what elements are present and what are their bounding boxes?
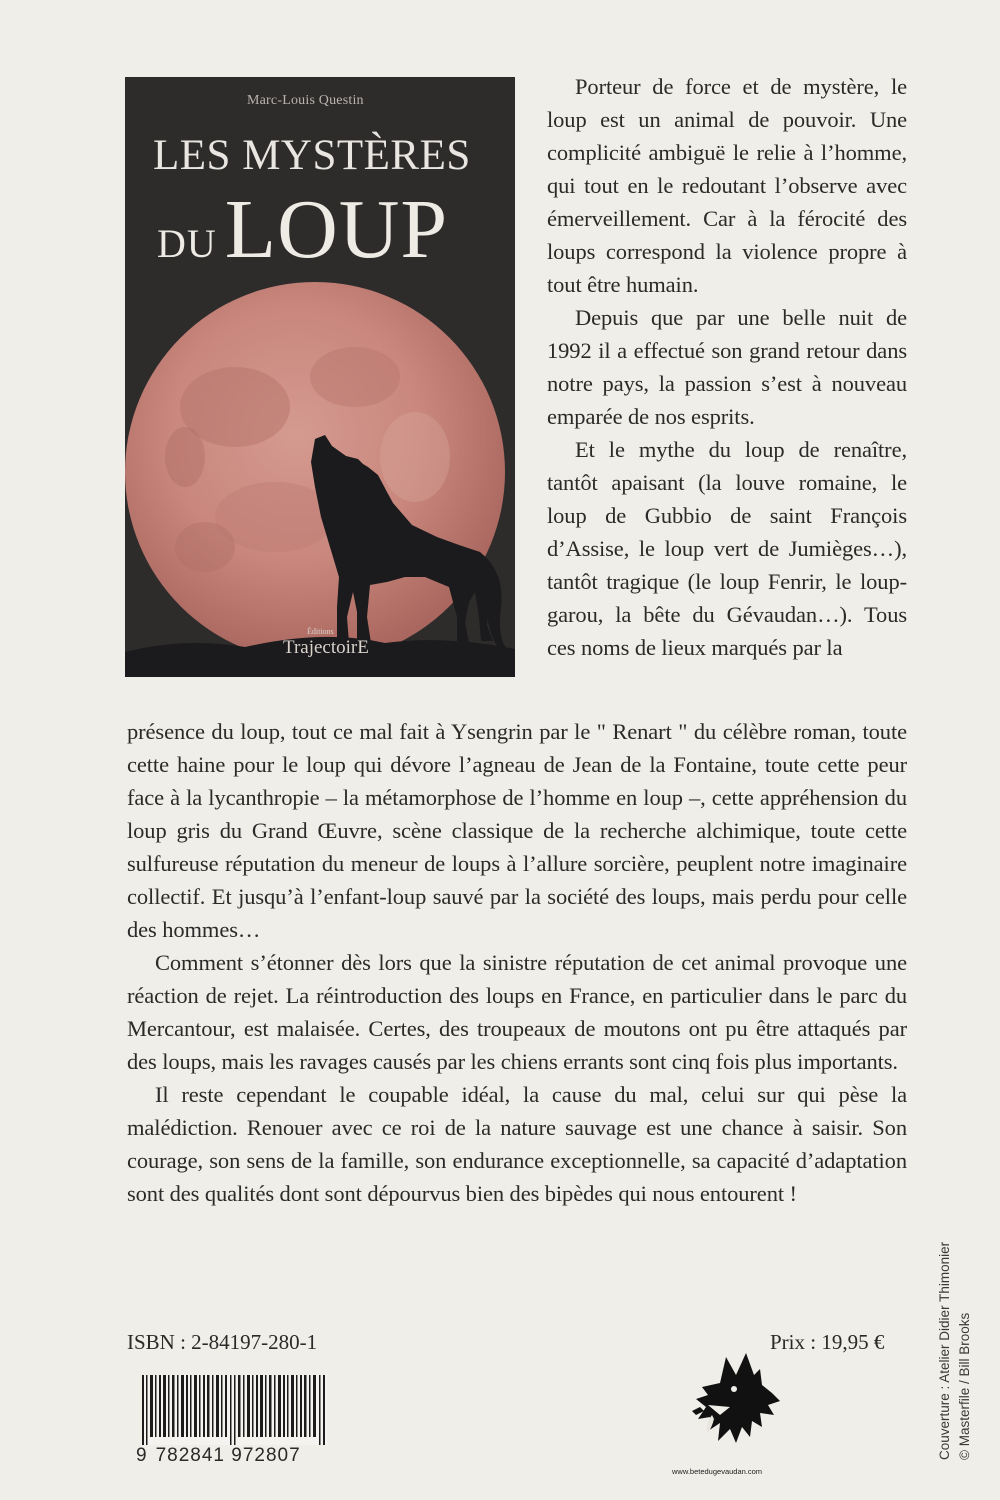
barcode-number [136,1445,301,1467]
logo-url: www.betedugevaudan.com [672,1467,763,1476]
price: Prix : 19,95 € [770,1330,885,1354]
wolf-head-icon [690,1345,800,1455]
credit-line-1: Couverture : Atelier Didier Thimonier [937,1241,952,1460]
barcode-lead-digit: 9 [136,1445,148,1466]
cover-image [125,77,515,677]
blurb-paragraph: Comment s’étonner dès lors que la sinistre réputation de cet animal provoque une réaction de rejet. La réintroduction des loups en France, en particulier dans le parc du Mercantour, est malaisée. Certes, des troupeaux de moutons ont pu être attaqués par des loups, mais les ravages causés par les chiens errants sont cinq fois plus importants. [127,950,907,1074]
cover-publisher-label: Éditions [307,627,334,636]
blurb-paragraph: présence du loup, tout ce mal fait à Ysengrin par le " Renart " du célèbre roman, toute cette haine pour le loup qui dévore l’agneau de Jean de la Fontaine, toute cette peur face à la lycanthropie – la métamorphose de l’homme en loup –, cette appréhension du loup gris du Grand Œuvre, scène classique de la recherche alchimique, toute cette sulfureuse réputation du meneur de loups à l’allure sorcière, peuplent notre imaginaire collectif. Et jusqu’à l’enfant-loup sauvé par la société des loups, mais perdu pour celle des hommes… [127,719,907,942]
wolf-head-logo [690,1345,800,1455]
isbn: ISBN : 2-84197-280-1 [127,1330,318,1354]
blurb-paragraph: Il reste cependant le coupable idéal, la cause du mal, celui sur qui pèse la malédiction. Renouer avec ce roi de la nature sauvage est une chance à saisir. Son courage, son sens de la famille, son endurance exceptionnelle, sa capacité d’adaptation sont des qualités dont sont dépourvus bien des bipèdes qui nous entourent ! [127,1082,907,1206]
cover-title-line2 [157,181,448,278]
barcode-bars [142,1375,327,1445]
blurb-full-width [127,715,907,1210]
cover-title-du: DU [157,221,217,266]
blurb-right-column [547,70,907,664]
blurb-paragraph: Et le mythe du loup de renaître, tantôt apaisant (la louve romaine, le loup de Gubbio de saint François d’Assise, le loup vert de Jumièges…), tantôt tragique (le loup Fenrir, le loup-garou, la bête du Gévaudan…). Tous ces noms de lieux marqués par la [547,437,907,660]
cover-author: Marc-Louis Questin [247,93,364,108]
barcode-digits: 782841 972807 [155,1445,301,1466]
cover-publisher-name: TrajectoirE [283,637,369,658]
barcode [142,1375,327,1445]
cover-title-loup: LOUP [224,183,449,276]
cover-credits [935,1242,975,1460]
blurb-paragraph: Depuis que par une belle nuit de 1992 il a effectué son grand retour dans notre pays, la passion s’est à nouveau emparée de nos esprits. [547,305,907,429]
credit-line-2: © Masterfile / Bill Brooks [957,1312,972,1460]
cover-title-line1: LES MYSTÈRES [153,132,471,179]
blurb-paragraph: Porteur de force et de mystère, le loup est un animal de pouvoir. Une complicité ambiguë le relie à l’homme, qui tout en le redoutant l’observe avec émerveillement. Car à la férocité des loups correspond la violence propre à tout être humain. [547,74,907,297]
